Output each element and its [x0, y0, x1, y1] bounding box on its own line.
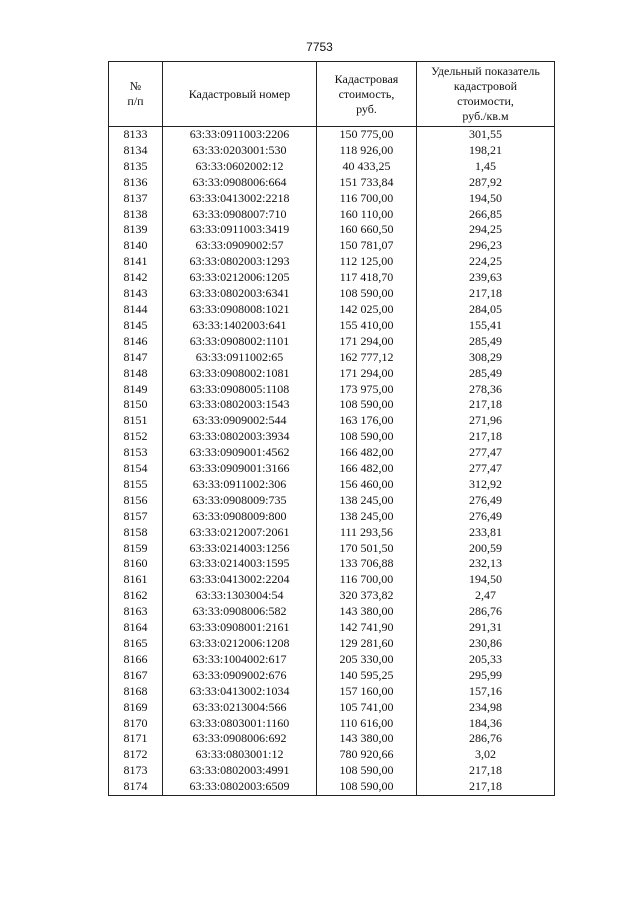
- table-row: [109, 461, 555, 477]
- specific-index-cell: 1,45: [417, 159, 555, 175]
- cadastral-number-cell: 63:33:0413002:2204: [163, 572, 317, 588]
- table-row: [109, 556, 555, 572]
- header-cadastral-cost: [317, 62, 417, 127]
- specific-index-cell: 295,99: [417, 668, 555, 684]
- table-row: [109, 429, 555, 445]
- cadastral-number-cell: 63:33:1303004:54: [163, 588, 317, 604]
- table-row: [109, 270, 555, 286]
- specific-index-cell: 205,33: [417, 652, 555, 668]
- cadastral-cost-cell: 118 926,00: [317, 143, 417, 159]
- row-number-cell: 8161: [109, 572, 163, 588]
- row-number-cell: 8144: [109, 302, 163, 318]
- cadastral-number-cell: 63:33:0908007:710: [163, 207, 317, 223]
- cadastral-cost-cell: 162 777,12: [317, 350, 417, 366]
- header-row: [109, 62, 555, 127]
- cadastral-number-cell: 63:33:0911003:2206: [163, 127, 317, 143]
- table-row: [109, 493, 555, 509]
- specific-index-cell: 194,50: [417, 191, 555, 207]
- table-row: [109, 254, 555, 270]
- header-index-line3: стоимости,: [457, 94, 514, 108]
- cadastral-number-cell: 63:33:0802003:4991: [163, 763, 317, 779]
- cadastral-number-cell: 63:33:0802003:3934: [163, 429, 317, 445]
- cadastral-number-cell: 63:33:0908008:1021: [163, 302, 317, 318]
- table-row: [109, 207, 555, 223]
- row-number-cell: 8168: [109, 684, 163, 700]
- cadastral-number-cell: 63:33:0908005:1108: [163, 382, 317, 398]
- cadastral-number-cell: 63:33:1402003:641: [163, 318, 317, 334]
- cadastral-number-cell: 63:33:0908006:664: [163, 175, 317, 191]
- table-row: [109, 382, 555, 398]
- specific-index-cell: 296,23: [417, 238, 555, 254]
- row-number-cell: 8156: [109, 493, 163, 509]
- header-index-line2: кадастровой: [453, 79, 518, 93]
- row-number-cell: 8145: [109, 318, 163, 334]
- table-row: [109, 572, 555, 588]
- cadastral-number-cell: 63:33:0802003:6341: [163, 286, 317, 302]
- cadastral-cost-cell: 320 373,82: [317, 588, 417, 604]
- specific-index-cell: 266,85: [417, 207, 555, 223]
- cadastral-cost-cell: 780 920,66: [317, 747, 417, 763]
- specific-index-cell: 217,18: [417, 763, 555, 779]
- cadastral-cost-cell: 156 460,00: [317, 477, 417, 493]
- cadastral-cost-cell: 205 330,00: [317, 652, 417, 668]
- cadastral-number-cell: 63:33:0212006:1205: [163, 270, 317, 286]
- cadastral-number-cell: 63:33:0212007:2061: [163, 525, 317, 541]
- table-row: [109, 445, 555, 461]
- row-number-cell: 8143: [109, 286, 163, 302]
- specific-index-cell: 217,18: [417, 397, 555, 413]
- cadastral-cost-cell: 105 741,00: [317, 700, 417, 716]
- specific-index-cell: 155,41: [417, 318, 555, 334]
- cadastral-number-cell: 63:33:0803001:12: [163, 747, 317, 763]
- specific-index-cell: 276,49: [417, 493, 555, 509]
- cadastral-cost-cell: 150 781,07: [317, 238, 417, 254]
- row-number-cell: 8172: [109, 747, 163, 763]
- header-cadastral-number: [163, 62, 317, 127]
- cadastral-cost-cell: 143 380,00: [317, 731, 417, 747]
- cadastral-cost-cell: 138 245,00: [317, 509, 417, 525]
- specific-index-cell: 184,36: [417, 716, 555, 732]
- specific-index-cell: 301,55: [417, 127, 555, 143]
- cadastral-number-cell: 63:33:0908009:735: [163, 493, 317, 509]
- row-number-cell: 8167: [109, 668, 163, 684]
- table-row: [109, 716, 555, 732]
- specific-index-cell: 285,49: [417, 334, 555, 350]
- cadastral-cost-cell: 138 245,00: [317, 493, 417, 509]
- cadastral-cost-cell: 142 741,90: [317, 620, 417, 636]
- cadastral-number-cell: 63:33:0803001:1160: [163, 716, 317, 732]
- specific-index-cell: 287,92: [417, 175, 555, 191]
- cadastral-value-table: [108, 61, 555, 796]
- cadastral-cost-cell: 108 590,00: [317, 286, 417, 302]
- row-number-cell: 8164: [109, 620, 163, 636]
- table-row: [109, 222, 555, 238]
- cadastral-number-cell: 63:33:0203001:530: [163, 143, 317, 159]
- table-row: [109, 763, 555, 779]
- table-row: [109, 747, 555, 763]
- table-row: [109, 604, 555, 620]
- table-row: [109, 159, 555, 175]
- cadastral-number-cell: 63:33:0802003:1543: [163, 397, 317, 413]
- cadastral-number-cell: 63:33:0802003:1293: [163, 254, 317, 270]
- cadastral-number-cell: 63:33:0413002:1034: [163, 684, 317, 700]
- table-body: [109, 127, 555, 796]
- header-specific-index: [417, 62, 555, 127]
- table-row: [109, 238, 555, 254]
- cadastral-number-cell: 63:33:0909001:4562: [163, 445, 317, 461]
- table-row: [109, 668, 555, 684]
- cadastral-cost-cell: 112 125,00: [317, 254, 417, 270]
- cadastral-cost-cell: 116 700,00: [317, 191, 417, 207]
- row-number-cell: 8146: [109, 334, 163, 350]
- row-number-cell: 8154: [109, 461, 163, 477]
- table-row: [109, 366, 555, 382]
- table-row: [109, 588, 555, 604]
- row-number-cell: 8157: [109, 509, 163, 525]
- cadastral-cost-cell: 171 294,00: [317, 334, 417, 350]
- row-number-cell: 8173: [109, 763, 163, 779]
- cadastral-number-cell: 63:33:0911002:65: [163, 350, 317, 366]
- specific-index-cell: 217,18: [417, 286, 555, 302]
- specific-index-cell: 232,13: [417, 556, 555, 572]
- header-cadastral-number-text: Кадастровый номер: [188, 86, 291, 101]
- cadastral-cost-cell: 40 433,25: [317, 159, 417, 175]
- specific-index-cell: 285,49: [417, 366, 555, 382]
- table-row: [109, 509, 555, 525]
- cadastral-cost-cell: 108 590,00: [317, 763, 417, 779]
- cadastral-cost-cell: 155 410,00: [317, 318, 417, 334]
- cadastral-number-cell: 63:33:0908002:1081: [163, 366, 317, 382]
- cadastral-cost-cell: 143 380,00: [317, 604, 417, 620]
- table-header: [109, 62, 555, 127]
- cadastral-cost-cell: 150 775,00: [317, 127, 417, 143]
- cadastral-cost-cell: 173 975,00: [317, 382, 417, 398]
- table-row: [109, 302, 555, 318]
- cadastral-cost-cell: 151 733,84: [317, 175, 417, 191]
- row-number-cell: 8163: [109, 604, 163, 620]
- cadastral-number-cell: 63:33:0909002:544: [163, 413, 317, 429]
- row-number-cell: 8158: [109, 525, 163, 541]
- table-row: [109, 620, 555, 636]
- cadastral-cost-cell: 117 418,70: [317, 270, 417, 286]
- specific-index-cell: 278,36: [417, 382, 555, 398]
- cadastral-cost-cell: 157 160,00: [317, 684, 417, 700]
- cadastral-number-cell: 63:33:0909002:57: [163, 238, 317, 254]
- header-cost-line3: руб.: [356, 101, 377, 116]
- row-number-cell: 8162: [109, 588, 163, 604]
- cadastral-cost-cell: 166 482,00: [317, 445, 417, 461]
- table-row: [109, 779, 555, 795]
- header-num-line1: №: [129, 79, 142, 93]
- specific-index-cell: 200,59: [417, 541, 555, 557]
- cadastral-cost-cell: 160 110,00: [317, 207, 417, 223]
- row-number-cell: 8137: [109, 191, 163, 207]
- cadastral-cost-cell: 111 293,56: [317, 525, 417, 541]
- cadastral-number-cell: 63:33:0413002:2218: [163, 191, 317, 207]
- row-number-cell: 8165: [109, 636, 163, 652]
- table-row: [109, 700, 555, 716]
- cadastral-cost-cell: 133 706,88: [317, 556, 417, 572]
- row-number-cell: 8140: [109, 238, 163, 254]
- table-row: [109, 286, 555, 302]
- cadastral-number-cell: 63:33:0214003:1256: [163, 541, 317, 557]
- cadastral-number-cell: 63:33:0908006:582: [163, 604, 317, 620]
- table-row: [109, 191, 555, 207]
- row-number-cell: 8141: [109, 254, 163, 270]
- row-number-cell: 8155: [109, 477, 163, 493]
- row-number-cell: 8169: [109, 700, 163, 716]
- specific-index-cell: 286,76: [417, 731, 555, 747]
- page-number: 7753: [306, 40, 333, 54]
- row-number-cell: 8152: [109, 429, 163, 445]
- cadastral-cost-cell: 108 590,00: [317, 779, 417, 795]
- header-num-line2: п/п: [127, 94, 144, 108]
- cadastral-cost-cell: 166 482,00: [317, 461, 417, 477]
- specific-index-cell: 239,63: [417, 270, 555, 286]
- header-cost-line2: стоимость,: [338, 86, 395, 101]
- cadastral-cost-cell: 110 616,00: [317, 716, 417, 732]
- cadastral-number-cell: 63:33:0213004:566: [163, 700, 317, 716]
- table-row: [109, 397, 555, 413]
- header-row-number: [109, 62, 163, 127]
- row-number-cell: 8135: [109, 159, 163, 175]
- row-number-cell: 8139: [109, 222, 163, 238]
- specific-index-cell: 234,98: [417, 700, 555, 716]
- row-number-cell: 8166: [109, 652, 163, 668]
- table-row: [109, 318, 555, 334]
- cadastral-number-cell: 63:33:0602002:12: [163, 159, 317, 175]
- row-number-cell: 8136: [109, 175, 163, 191]
- table-row: [109, 525, 555, 541]
- cadastral-number-cell: 63:33:0908009:800: [163, 509, 317, 525]
- specific-index-cell: 194,50: [417, 572, 555, 588]
- cadastral-cost-cell: 160 660,50: [317, 222, 417, 238]
- row-number-cell: 8159: [109, 541, 163, 557]
- row-number-cell: 8171: [109, 731, 163, 747]
- specific-index-cell: 230,86: [417, 636, 555, 652]
- specific-index-cell: 217,18: [417, 429, 555, 445]
- cadastral-number-cell: 63:33:1004002:617: [163, 652, 317, 668]
- cadastral-number-cell: 63:33:0908002:1101: [163, 334, 317, 350]
- cadastral-number-cell: 63:33:0214003:1595: [163, 556, 317, 572]
- specific-index-cell: 271,96: [417, 413, 555, 429]
- cadastral-number-cell: 63:33:0212006:1208: [163, 636, 317, 652]
- table-row: [109, 334, 555, 350]
- cadastral-cost-cell: 171 294,00: [317, 366, 417, 382]
- cadastral-cost-cell: 163 176,00: [317, 413, 417, 429]
- specific-index-cell: 198,21: [417, 143, 555, 159]
- table-row: [109, 684, 555, 700]
- specific-index-cell: 224,25: [417, 254, 555, 270]
- specific-index-cell: 277,47: [417, 445, 555, 461]
- header-cost-line1: Кадастровая: [334, 71, 399, 86]
- specific-index-cell: 308,29: [417, 350, 555, 366]
- cadastral-cost-cell: 116 700,00: [317, 572, 417, 588]
- row-number-cell: 8147: [109, 350, 163, 366]
- row-number-cell: 8148: [109, 366, 163, 382]
- cadastral-number-cell: 63:33:0911002:306: [163, 477, 317, 493]
- cadastral-number-cell: 63:33:0909001:3166: [163, 461, 317, 477]
- cadastral-number-cell: 63:33:0908006:692: [163, 731, 317, 747]
- table-row: [109, 731, 555, 747]
- specific-index-cell: 277,47: [417, 461, 555, 477]
- table-row: [109, 477, 555, 493]
- table-row: [109, 652, 555, 668]
- cadastral-number-cell: 63:33:0802003:6509: [163, 779, 317, 795]
- cadastral-number-cell: 63:33:0911003:3419: [163, 222, 317, 238]
- specific-index-cell: 3,02: [417, 747, 555, 763]
- specific-index-cell: 276,49: [417, 509, 555, 525]
- row-number-cell: 8160: [109, 556, 163, 572]
- row-number-cell: 8170: [109, 716, 163, 732]
- specific-index-cell: 217,18: [417, 779, 555, 795]
- specific-index-cell: 312,92: [417, 477, 555, 493]
- specific-index-cell: 233,81: [417, 525, 555, 541]
- row-number-cell: 8150: [109, 397, 163, 413]
- row-number-cell: 8134: [109, 143, 163, 159]
- header-index-line4: руб./кв.м: [462, 109, 509, 123]
- cadastral-cost-cell: 129 281,60: [317, 636, 417, 652]
- cadastral-cost-cell: 108 590,00: [317, 397, 417, 413]
- specific-index-cell: 286,76: [417, 604, 555, 620]
- cadastral-number-cell: 63:33:0909002:676: [163, 668, 317, 684]
- row-number-cell: 8142: [109, 270, 163, 286]
- table-row: [109, 541, 555, 557]
- row-number-cell: 8151: [109, 413, 163, 429]
- specific-index-cell: 284,05: [417, 302, 555, 318]
- cadastral-cost-cell: 140 595,25: [317, 668, 417, 684]
- row-number-cell: 8138: [109, 207, 163, 223]
- cadastral-cost-cell: 170 501,50: [317, 541, 417, 557]
- table-row: [109, 413, 555, 429]
- specific-index-cell: 157,16: [417, 684, 555, 700]
- cadastral-number-cell: 63:33:0908001:2161: [163, 620, 317, 636]
- table-row: [109, 143, 555, 159]
- row-number-cell: 8153: [109, 445, 163, 461]
- row-number-cell: 8149: [109, 382, 163, 398]
- table-row: [109, 350, 555, 366]
- table-row: [109, 127, 555, 143]
- table-row: [109, 175, 555, 191]
- header-index-line1: Удельный показатель: [431, 64, 540, 78]
- cadastral-cost-cell: 142 025,00: [317, 302, 417, 318]
- specific-index-cell: 291,31: [417, 620, 555, 636]
- specific-index-cell: 2,47: [417, 588, 555, 604]
- cadastral-cost-cell: 108 590,00: [317, 429, 417, 445]
- row-number-cell: 8174: [109, 779, 163, 795]
- specific-index-cell: 294,25: [417, 222, 555, 238]
- row-number-cell: 8133: [109, 127, 163, 143]
- table-row: [109, 636, 555, 652]
